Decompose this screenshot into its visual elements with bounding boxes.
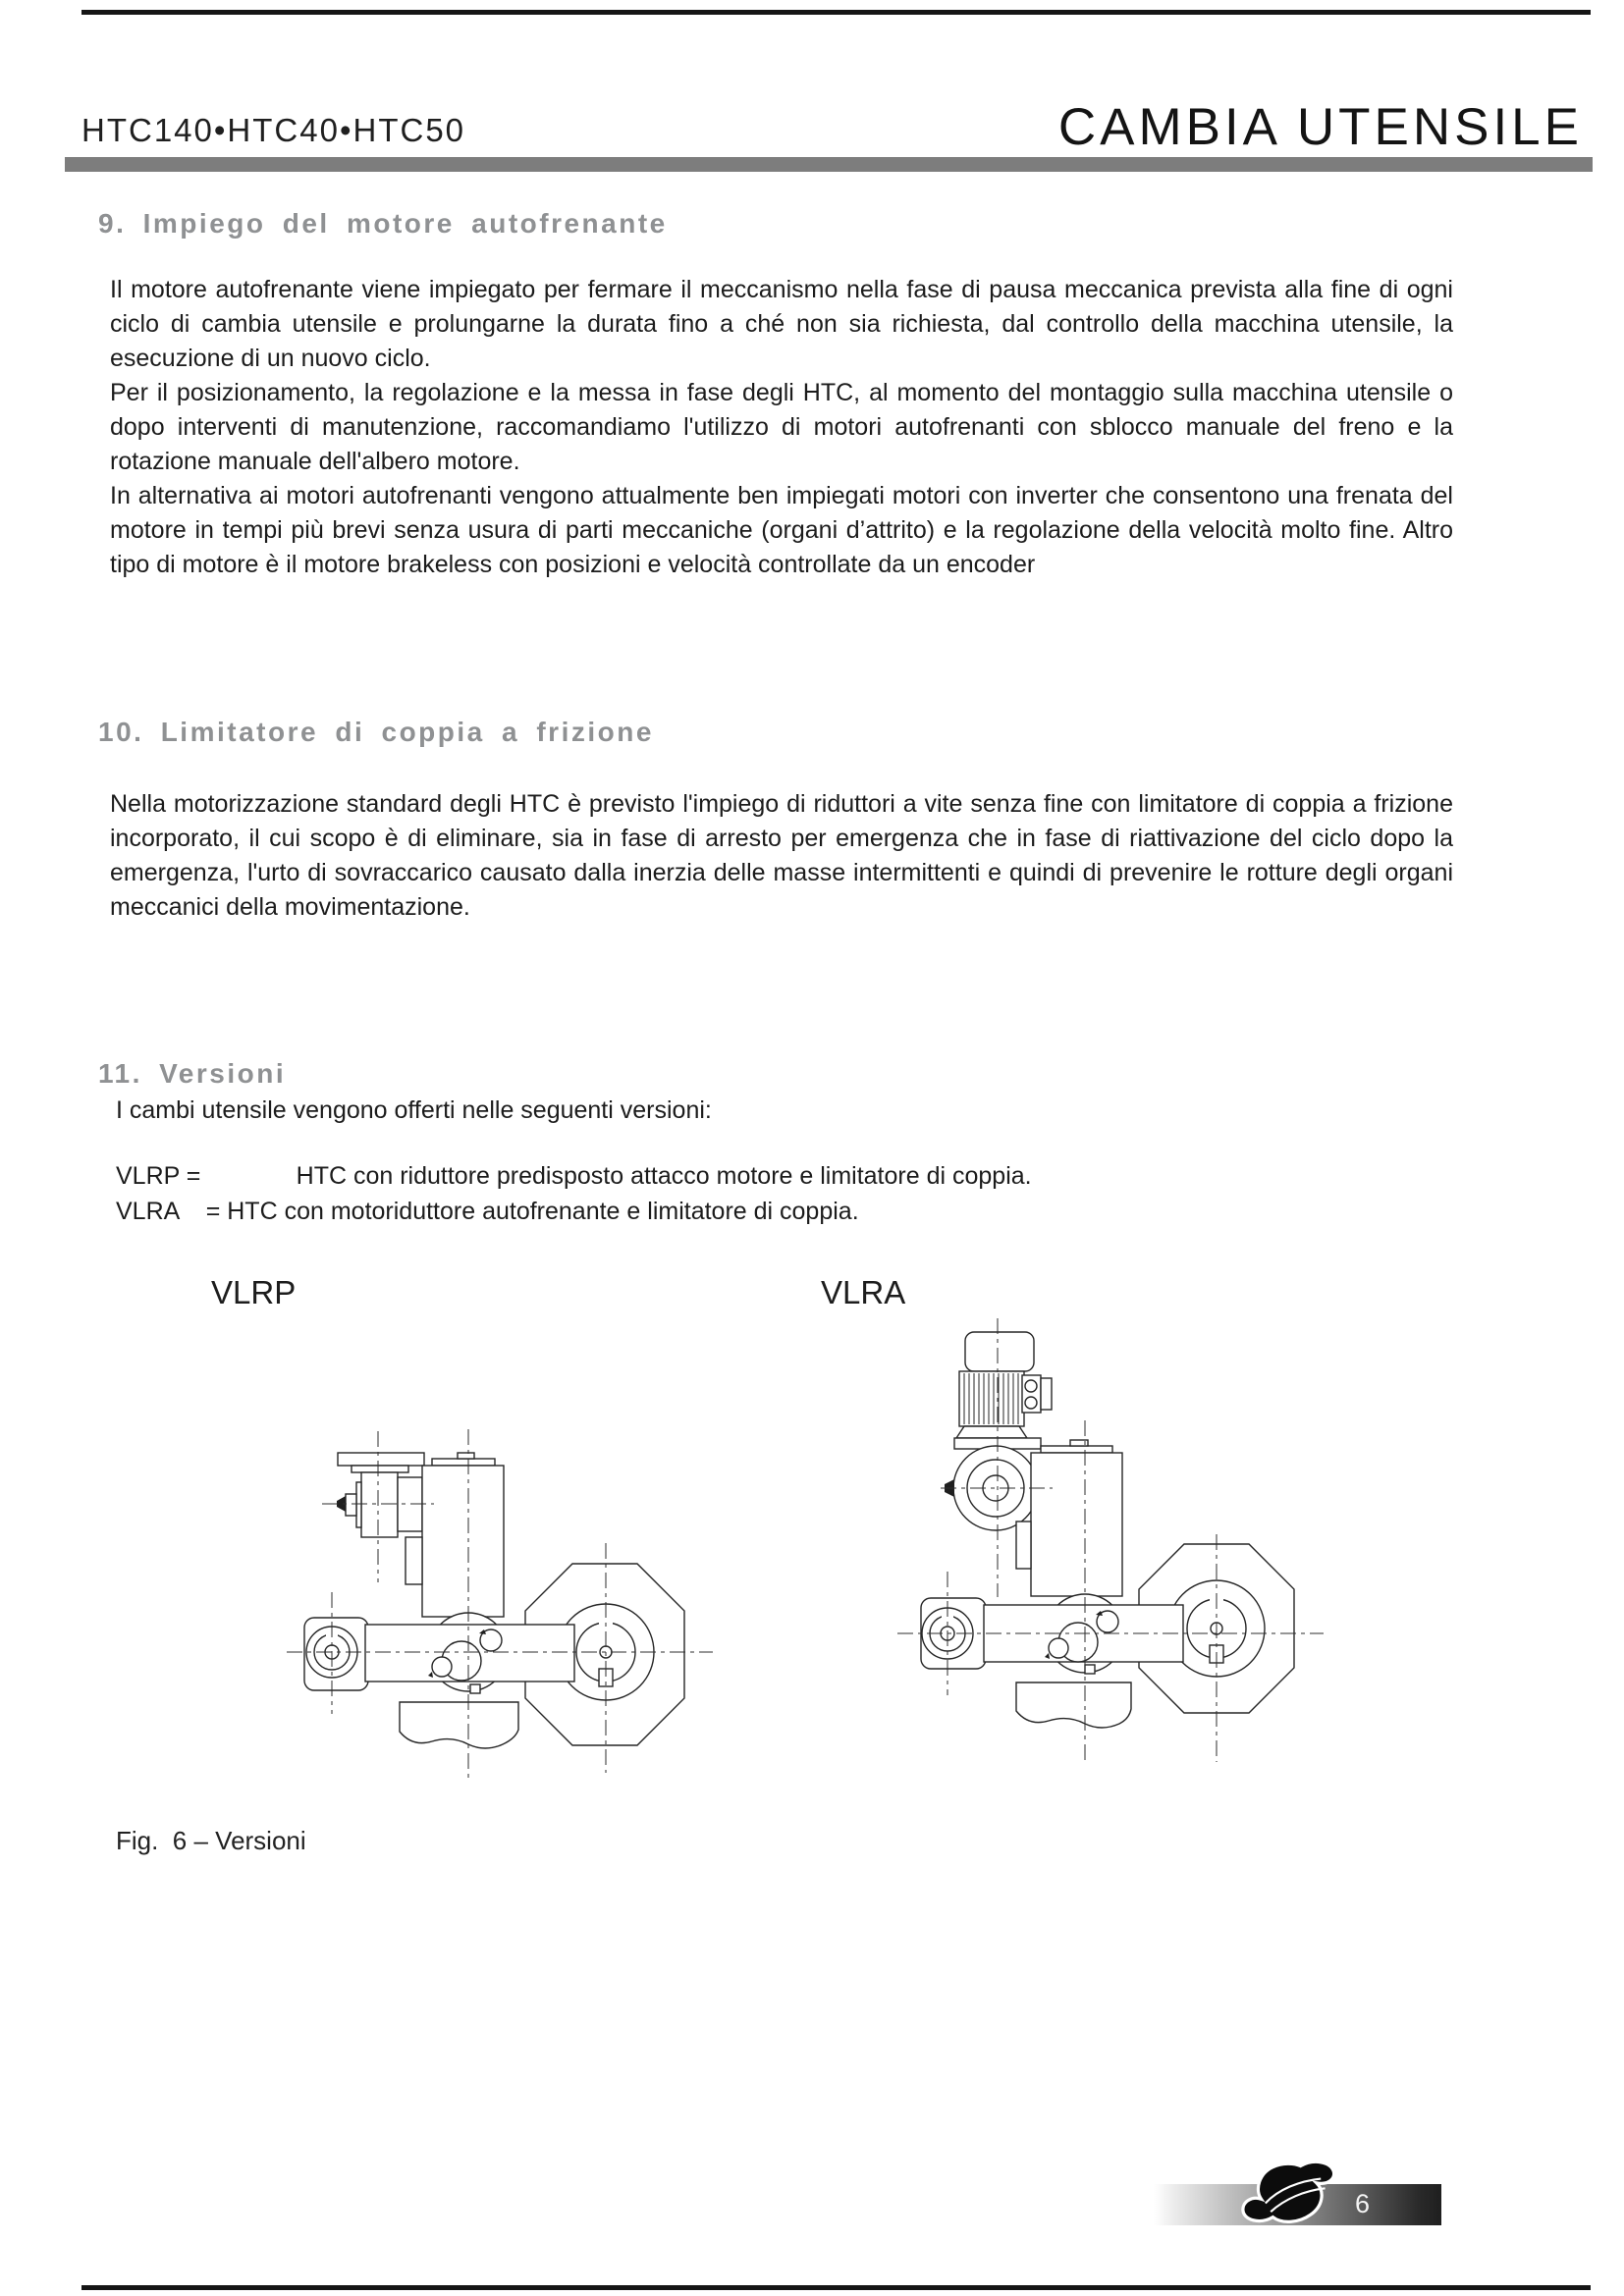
paragraph: Per il posizionamento, la regolazione e la messa in fase degli HTC, al momento del montaggio sulla macchina utensile o dopo interventi di manutenzione, raccomandiamo l'utilizzo di motori autofrenanti con sblocco manuale del freno e la rotazione manuale dell'albero motore.: [110, 379, 1453, 475]
header-models: HTC140•HTC40•HTC50: [81, 112, 466, 148]
vlra-drawing: [884, 1310, 1335, 1772]
knot-logo-icon: [1239, 2160, 1347, 2234]
paragraph: Nella motorizzazione standard degli HTC è previsto l'impiego di riduttori a vite senza fine con limitatore di coppia a frizione incorporato, il cui scopo è di eliminare, sia in fase di arresto per emergenza che in fase di riattivazione del ciclo dopo la emergenza, l'urto di sovraccarico causato dalla inerzia delle masse intermittenti e quindi di prevenire le rotture degli organi meccanici della movimentazione.: [110, 790, 1453, 921]
section-9-body: [110, 273, 1453, 582]
top-rule: [81, 10, 1591, 15]
section-10-body: [110, 787, 1453, 925]
section-10-heading: 10. Limitatore di coppia a frizione: [98, 717, 654, 747]
figure-label-vlrp: VLRP: [211, 1274, 297, 1310]
page-number: 6: [1355, 2189, 1372, 2218]
version-line-vlrp: VLRP = HTC con riduttore predisposto attacco motore e limitatore di coppia.: [116, 1162, 1032, 1190]
paragraph: In alternativa ai motori autofrenanti vengono attualmente ben impiegati motori con inverter che consentono una frenata del motore in tempi più brevi senza usura di parti meccaniche (organi d’attrito) e la regolazione della velocità molto fine. Altro tipo di motore è il motore brakeless con posizioni e velocità controllate da un encoder: [110, 482, 1453, 578]
vlrp-drawing: [275, 1423, 727, 1787]
figure-caption: Fig. 6 – Versioni: [116, 1826, 306, 1855]
version-line-vlra: VLRA = HTC con motoriduttore autofrenante e limitatore di coppia.: [116, 1198, 859, 1225]
bottom-rule: [81, 2285, 1591, 2290]
header-rule: [65, 157, 1593, 172]
section-9-heading: 9. Impiego del motore autofrenante: [98, 208, 668, 239]
paragraph: Il motore autofrenante viene impiegato per fermare il meccanismo nella fase di pausa meccanica prevista alla fine di ogni ciclo di cambia utensile e prolungarne la durata fino a ché non sia richiesta, dal controllo della macchina utensile, la esecuzione di un nuovo ciclo.: [110, 276, 1453, 372]
section-11-intro: I cambi utensile vengono offerti nelle seguenti versioni:: [116, 1096, 712, 1124]
figure-label-vlra: VLRA: [821, 1274, 906, 1310]
page-title: CAMBIA UTENSILE: [1057, 98, 1583, 156]
section-11-heading: 11. Versioni: [98, 1058, 287, 1089]
version-list: [116, 1158, 1032, 1229]
